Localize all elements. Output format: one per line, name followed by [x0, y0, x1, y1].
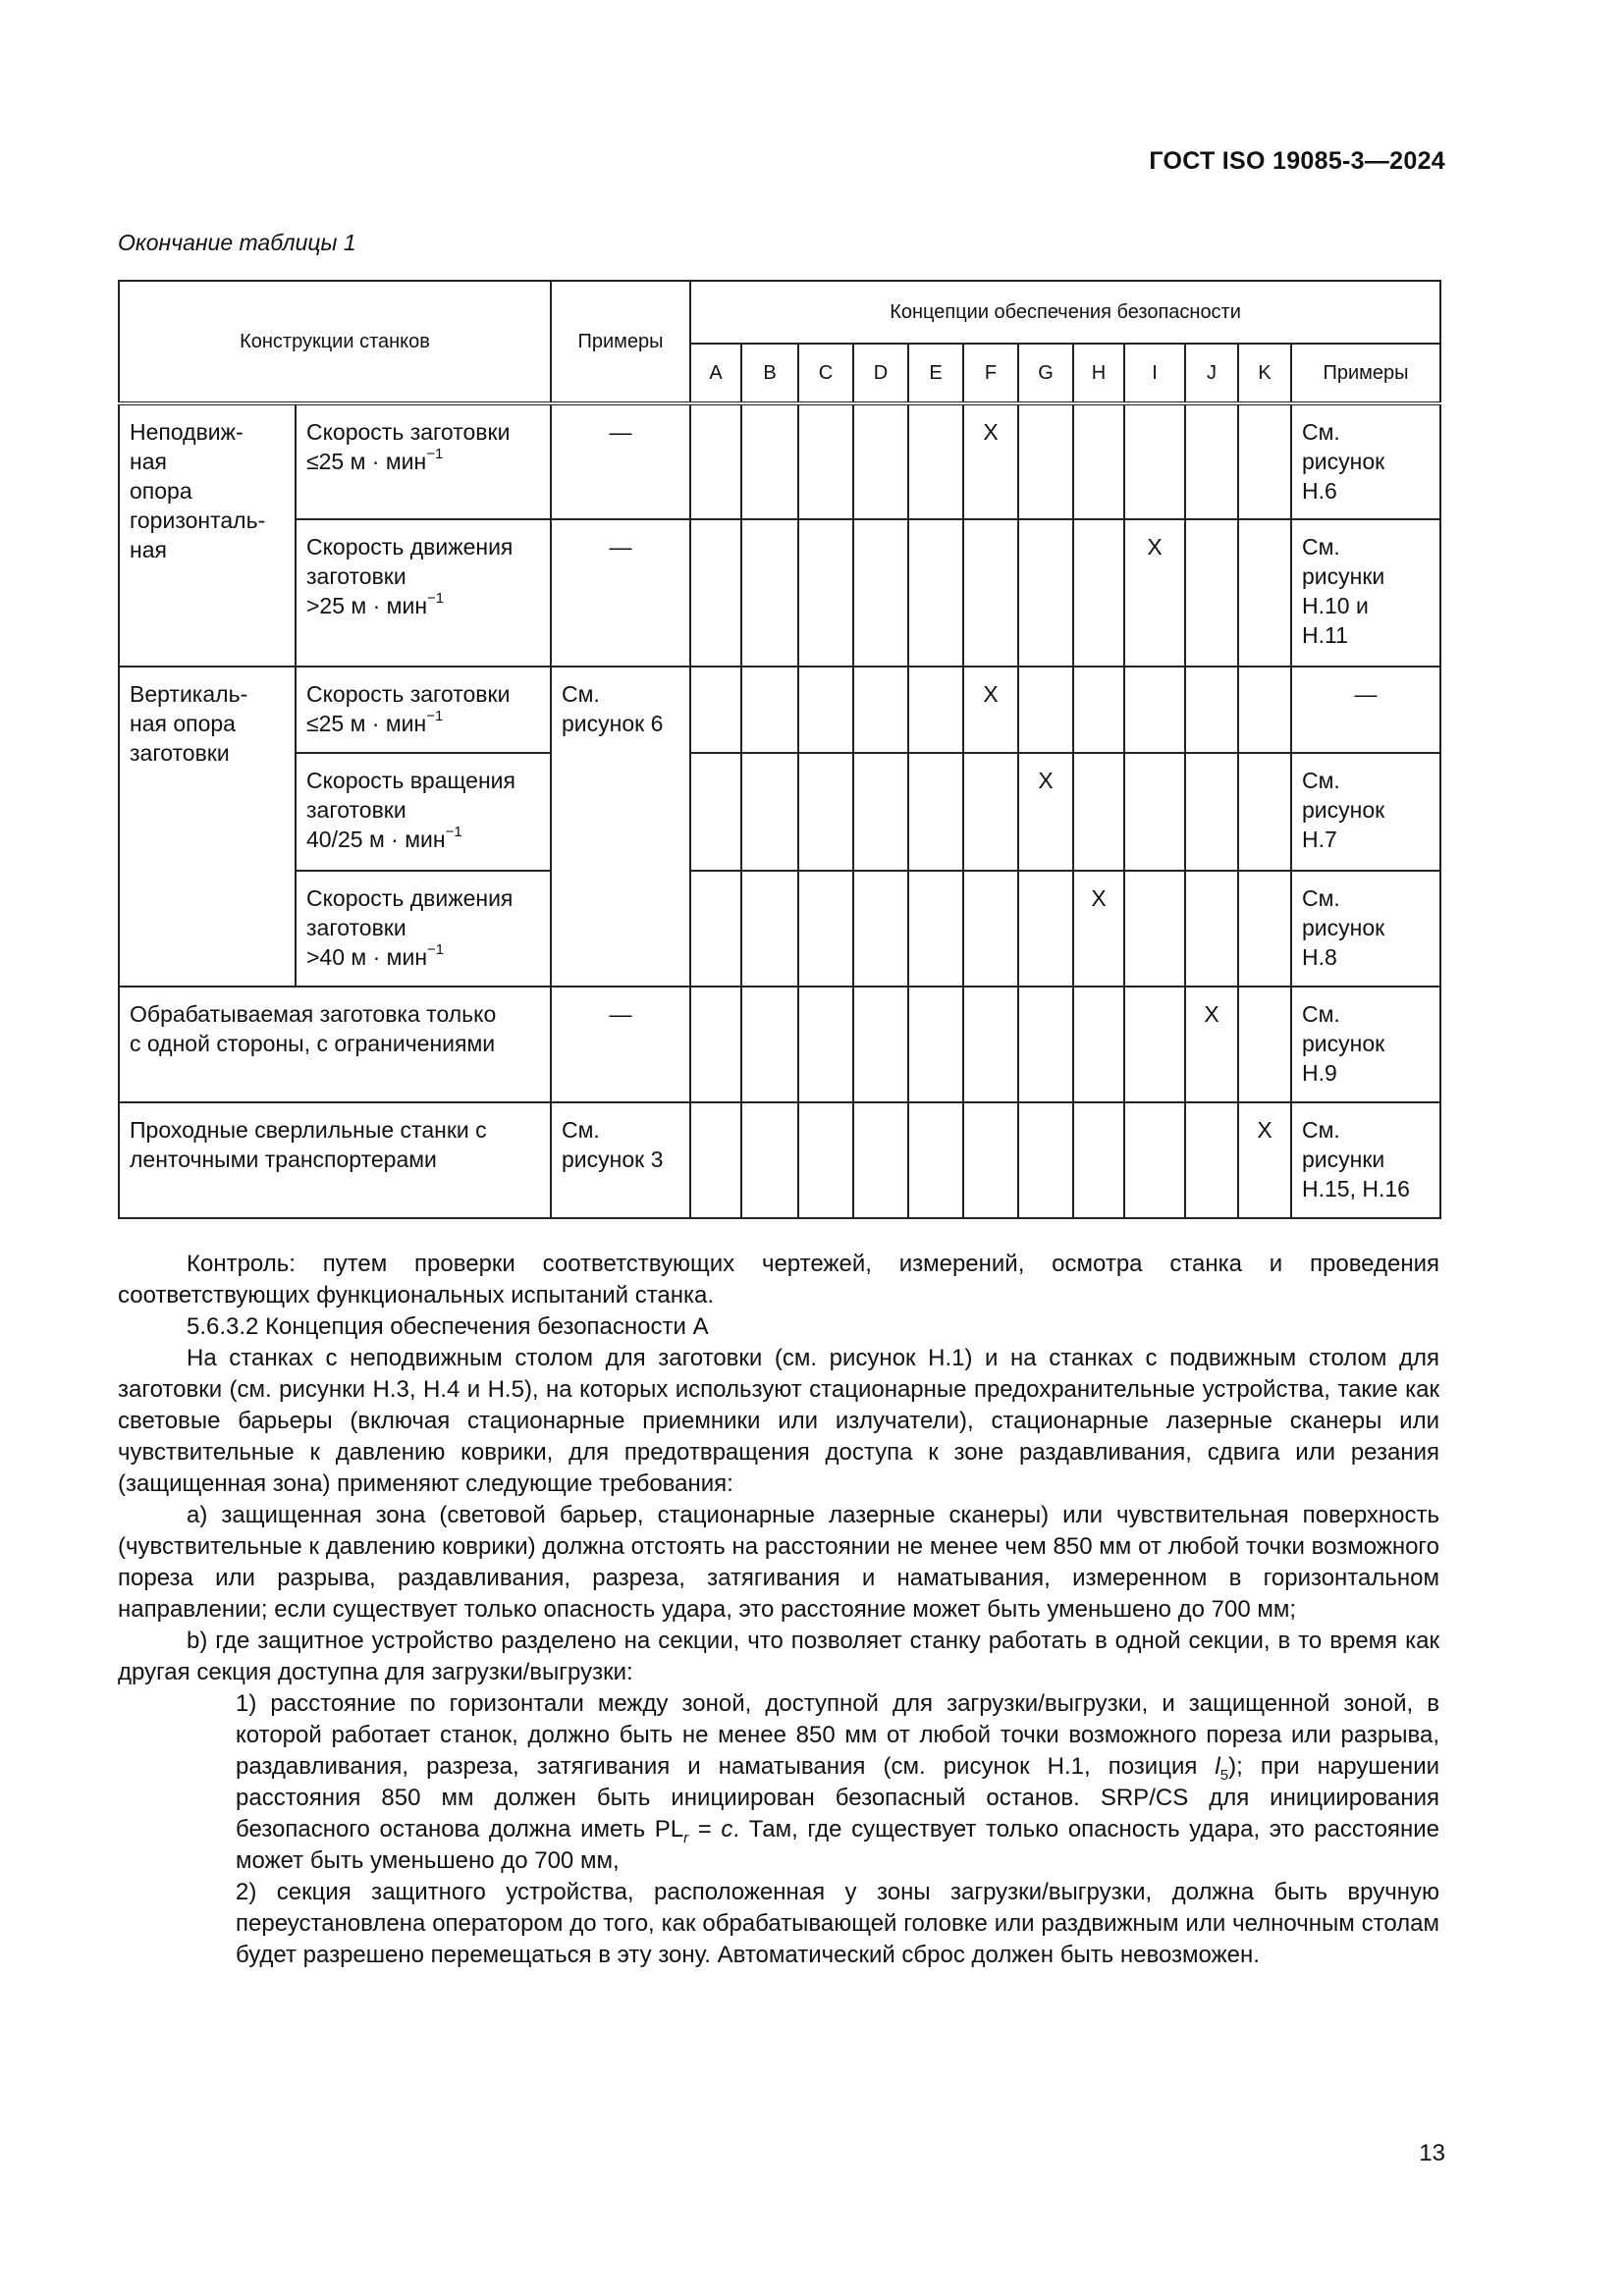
row-description: Проходные сверлильные станки с ленточными транспортерами [119, 1102, 551, 1218]
row-example: — [551, 987, 690, 1102]
header-letter: C [798, 344, 853, 403]
row-figure-ref: См. рисунок Н.8 [1291, 871, 1440, 987]
concept-mark-F: X [963, 403, 1018, 519]
document-code: ГОСТ ISO 19085-3—2024 [1149, 147, 1445, 175]
group-vertical-support: Вертикаль- ная опора заготовки [119, 667, 296, 987]
row-description: Скорость движения заготовки >25 м · мин$^{-1}$ [296, 519, 551, 667]
paragraph-control: Контроль: путем проверки соответствующих чертежей, измерений, осмотра станка и проведения соответствующих функциональных испытаний станка. [118, 1251, 1439, 1308]
header-letter: G [1018, 344, 1073, 403]
concept-mark-H: X [1073, 871, 1124, 987]
safety-concepts-table [118, 280, 1441, 1219]
row-example: — [551, 403, 690, 519]
row-example: — [551, 519, 690, 667]
header-letter: A [690, 344, 741, 403]
row-description: Скорость заготовки ≤25 м · мин$^{-1}$ [296, 403, 551, 519]
section-heading: 5.6.3.2 Концепция обеспечения безопасности A [187, 1313, 709, 1340]
requirement-b2: 2) секция защитного устройства, расположенная у зоны загрузки/выгрузки, должна быть вручную переустановлена оператором до того, как обрабатывающей головке или раздвижным или челночным столам будет разрешено перемещаться в эту зону. Автоматический сброс должен быть невозможен. [236, 1879, 1439, 1968]
row-figure-ref: См. рисунки Н.15, Н.16 [1291, 1102, 1440, 1218]
table-caption: Окончание таблицы 1 [118, 230, 356, 255]
requirement-a: a) защищенная зона (световой барьер, стационарные лазерные сканеры) или чувствительная поверхность (чувствительные к давлению коврики) должна отстоять на расстоянии не менее чем 850 мм от любой точки возможного пореза или разрыва, раздавливания, разреза, затягивания и наматывания, измеренном в горизонтальном направлении; если существует только опасность удара, это расстояние может быть уменьшено до 700 мм; [118, 1502, 1439, 1623]
row-figure-ref: См. рисунок Н.6 [1291, 403, 1440, 519]
header-letter: H [1073, 344, 1124, 403]
row-figure-ref: См. рисунки Н.10 и Н.11 [1291, 519, 1440, 667]
header-examples: Примеры [551, 281, 690, 403]
header-constructions: Конструкции станков [119, 281, 551, 403]
body-text [118, 1249, 1439, 1971]
concept-mark-G: X [1018, 753, 1073, 871]
page-number: 13 [1419, 2140, 1445, 2166]
row-figure-ref: См. рисунок Н.9 [1291, 987, 1440, 1102]
concept-mark-K: X [1238, 1102, 1291, 1218]
concept-mark-I: X [1124, 519, 1185, 667]
row-figure-ref: См. рисунок Н.7 [1291, 753, 1440, 871]
header-examples2: Примеры [1291, 344, 1440, 403]
header-letter: K [1238, 344, 1291, 403]
requirement-b1: 1) расстояние по горизонтали между зоной, доступной для загрузки/выгрузки, и защищенной зоной, в которой работает станок, должно быть не менее 850 мм от любой точки возможного пореза или разрыва, раздавливания, разреза, затягивания и наматывания (см. рисунок Н.1, позиция $l_5$); при нарушении расстояния 850 мм должен быть инициирован безопасный останов. SRP/CS для инициирования безопасного останова должна иметь $PL_r = c$. Там, где существует только опасность удара, это расстояние может быть уменьшено до 700 мм, [236, 1690, 1440, 1874]
header-concepts: Концепции обеспечения безопасности [690, 281, 1440, 344]
row-description: Скорость вращения заготовки 40/25 м · мин$^{-1}$ [296, 753, 551, 871]
row-description: Скорость заготовки ≤25 м · мин$^{-1}$ [296, 667, 551, 753]
header-letter: F [963, 344, 1018, 403]
row-example: См. рисунок 3 [551, 1102, 690, 1218]
row-example: См. рисунок 6 [551, 667, 690, 987]
header-letter: J [1185, 344, 1238, 403]
header-letter: E [908, 344, 963, 403]
group-fixed-support: Неподвиж- ная опора горизонталь- ная [119, 403, 296, 667]
header-letter: I [1124, 344, 1185, 403]
header-letter: D [853, 344, 908, 403]
concept-mark-F: X [963, 667, 1018, 753]
header-letter: B [741, 344, 798, 403]
concept-mark-J: X [1185, 987, 1238, 1102]
row-description: Обрабатываемая заготовка только с одной стороны, с ограничениями [119, 987, 551, 1102]
row-description: Скорость движения заготовки >40 м · мин$^{-1}$ [296, 871, 551, 987]
paragraph-requirements-intro: На станках с неподвижным столом для заготовки (см. рисунок Н.1) и на станках с подвижным столом для заготовки (см. рисунки Н.3, Н.4 и Н.5), на которых используют стационарные предохранительные устройства, такие как световые барьеры (включая стационарные приемники или излучатели), стационарные лазерные сканеры или чувствительные к давлению коврики, для предотвращения доступа к зоне раздавливания, сдвига или резания (защищенная зона) применяют следующие требования: [118, 1345, 1439, 1497]
row-figure-ref: — [1291, 667, 1440, 753]
requirement-b: b) где защитное устройство разделено на секции, что позволяет станку работать в одной секции, в то время как другая секция доступна для загрузки/выгрузки: [118, 1628, 1439, 1685]
